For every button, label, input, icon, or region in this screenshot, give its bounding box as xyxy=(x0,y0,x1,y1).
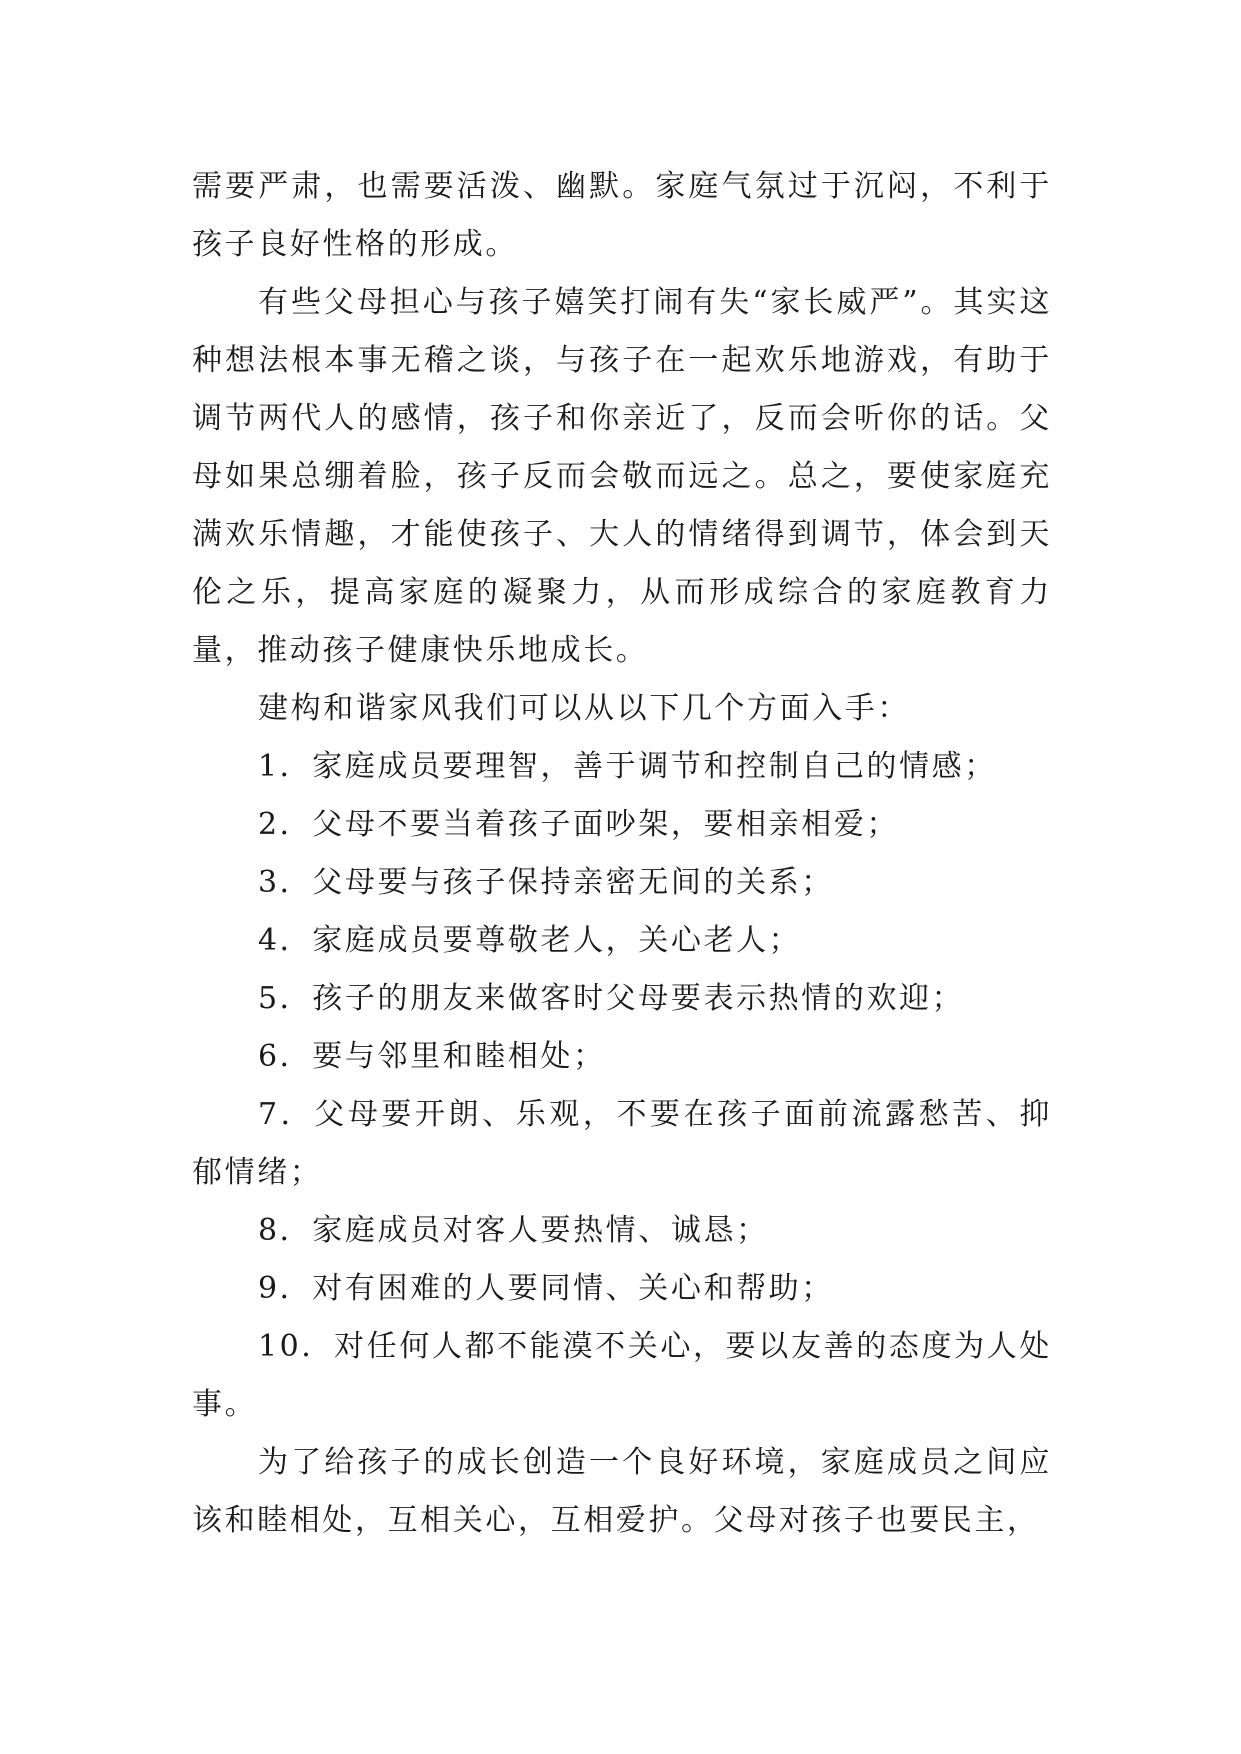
list-item-5: 5．孩子的朋友来做客时父母要表示热情的欢迎； xyxy=(258,981,965,1016)
paragraph-continuation: 需要严肃，也需要活泼、幽默。家庭气氛过于沉闷，不利于孩子良好性格的形成。 xyxy=(192,169,1052,262)
list-item-7: 7．父母要开朗、乐观，不要在孩子面前流露愁苦、抑郁情绪； xyxy=(192,1097,1052,1190)
document-body xyxy=(192,158,1052,1550)
list-item-3: 3．父母要与孩子保持亲密无间的关系； xyxy=(258,865,834,900)
list-item-1: 1．家庭成员要理智，善于调节和控制自己的情感； xyxy=(258,749,997,784)
list-item-8: 8．家庭成员对客人要热情、诚恳； xyxy=(258,1213,769,1248)
list-item-9: 9．对有困难的人要同情、关心和帮助； xyxy=(258,1271,834,1306)
paragraph-family-atmosphere: 有些父母担心与孩子嬉笑打闹有失“家长威严”。其实这种想法根本事无稽之谈，与孩子在一起欢乐地游戏，有助于调节两代人的感情，孩子和你亲近了，反而会听你的话。父母如果总绷着脸，孩子反而会敬而远之。总之，要使家庭充满欢乐情趣，才能使孩子、大人的情绪得到调节，体会到天伦之乐，提高家庭的凝聚力，从而形成综合的家庭教育力量，推动孩子健康快乐地成长。 xyxy=(192,285,1052,668)
list-item-10: 10．对任何人都不能漠不关心，要以友善的态度为人处事。 xyxy=(192,1329,1052,1422)
list-item-6: 6．要与邻里和睦相处； xyxy=(258,1039,606,1074)
list-item-4: 4．家庭成员要尊敬老人，关心老人； xyxy=(258,923,802,958)
paragraph-list-intro: 建构和谐家风我们可以从以下几个方面入手： xyxy=(258,691,910,726)
paragraph-closing: 为了给孩子的成长创造一个良好环境，家庭成员之间应该和睦相处，互相关心，互相爱护。父母对孩子也要民主， xyxy=(192,1445,1052,1538)
list-item-2: 2．父母不要当着孩子面吵架，要相亲相爱； xyxy=(258,807,900,842)
